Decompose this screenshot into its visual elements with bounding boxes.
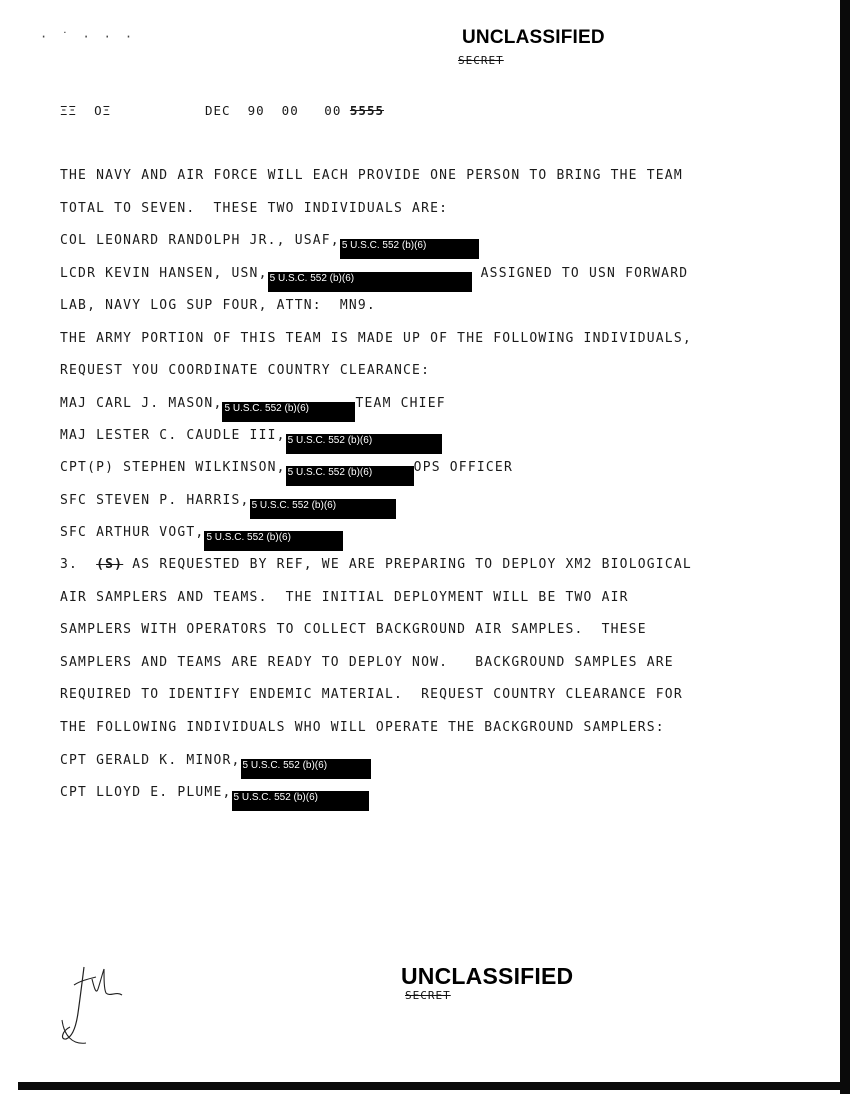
body-line: AIR SAMPLERS AND TEAMS. THE INITIAL DEPLOYMENT WILL BE TWO AIR [60,590,629,605]
redaction-box: 5 U.S.C. 552 (b)(6) [232,791,369,811]
body-line [60,524,343,542]
line-text: CPT GERALD K. MINOR, [60,753,241,768]
header-left: ΞΞ ΟΞ [60,103,112,118]
line-text: AS REQUESTED BY REF, WE ARE PREPARING TO DEPLOY XM2 BIOLOGICAL [123,557,692,572]
line-text: MAJ CARL J. MASON, [60,396,223,411]
redaction-box: 5 U.S.C. 552 (b)(6) [241,759,371,779]
paragraph-number: 3. [60,557,79,572]
redaction-box: 5 U.S.C. 552 (b)(6) [222,402,355,422]
body-line [60,459,513,477]
body-line: SAMPLERS AND TEAMS ARE READY TO DEPLOY NOW. BACKGROUND SAMPLES ARE [60,655,674,670]
line-text: MAJ LESTER C. CAUDLE III, [60,428,286,443]
line-text: OPS OFFICER [413,460,513,475]
struck-marking: (S) [96,557,124,572]
scan-specks: ·˙··· [40,30,147,44]
body-line [60,427,442,445]
body-line: SAMPLERS WITH OPERATORS TO COLLECT BACKGROUND AIR SAMPLES. THESE [60,622,647,637]
body-line: REQUEST YOU COORDINATE COUNTRY CLEARANCE: [60,363,431,378]
line-text: SFC STEVEN P. HARRIS, [60,493,250,508]
redaction-box: 5 U.S.C. 552 (b)(6) [268,272,472,292]
body-line [60,752,371,770]
body-line: REQUIRED TO IDENTIFY ENDEMIC MATERIAL. REQUEST COUNTRY CLEARANCE FOR [60,687,683,702]
classification-top: UNCLASSIFIED [462,27,605,48]
struck-classification-top: SECRET [458,54,504,67]
body-line [60,232,479,250]
header-date: DEC 90 00 00 [204,103,342,118]
line-text: SFC ARTHUR VOGT, [60,525,205,540]
line-text: TEAM CHIEF [355,396,446,411]
body-line [60,265,688,283]
redaction-box: 5 U.S.C. 552 (b)(6) [250,499,396,519]
body-line [60,784,369,802]
line-text: ASSIGNED TO USN FORWARD [471,266,689,281]
redaction-box: 5 U.S.C. 552 (b)(6) [340,239,479,259]
body-line: TOTAL TO SEVEN. THESE TWO INDIVIDUALS ARE: [60,201,449,216]
redaction-box: 5 U.S.C. 552 (b)(6) [204,531,343,551]
body-line [60,556,692,574]
line-text: LCDR KEVIN HANSEN, USN, [60,266,268,281]
line-text: CPT LLOYD E. PLUME, [60,785,232,800]
body-line [60,395,446,413]
body-line: THE NAVY AND AIR FORCE WILL EACH PROVIDE ONE PERSON TO BRING THE TEAM [60,168,683,183]
line-text: CPT(P) STEPHEN WILKINSON, [60,460,286,475]
redaction-box: 5 U.S.C. 552 (b)(6) [286,466,414,486]
classification-bottom: UNCLASSIFIED [401,963,574,989]
body-line: THE FOLLOWING INDIVIDUALS WHO WILL OPERATE THE BACKGROUND SAMPLERS: [60,720,665,735]
handwritten-initials-icon [58,965,138,1050]
struck-classification-bottom: SECRET [405,989,451,1002]
scan-edge-right [840,0,850,1094]
line-text: COL LEONARD RANDOLPH JR., USAF, [60,233,340,248]
header-struck: 5555 [349,103,385,118]
body-line [60,492,396,510]
scan-edge-bottom [18,1082,850,1090]
message-header [60,103,384,118]
body-line: THE ARMY PORTION OF THIS TEAM IS MADE UP OF THE FOLLOWING INDIVIDUALS, [60,331,692,346]
redaction-box: 5 U.S.C. 552 (b)(6) [286,434,442,454]
body-line: LAB, NAVY LOG SUP FOUR, ATTN: MN9. [60,298,376,313]
